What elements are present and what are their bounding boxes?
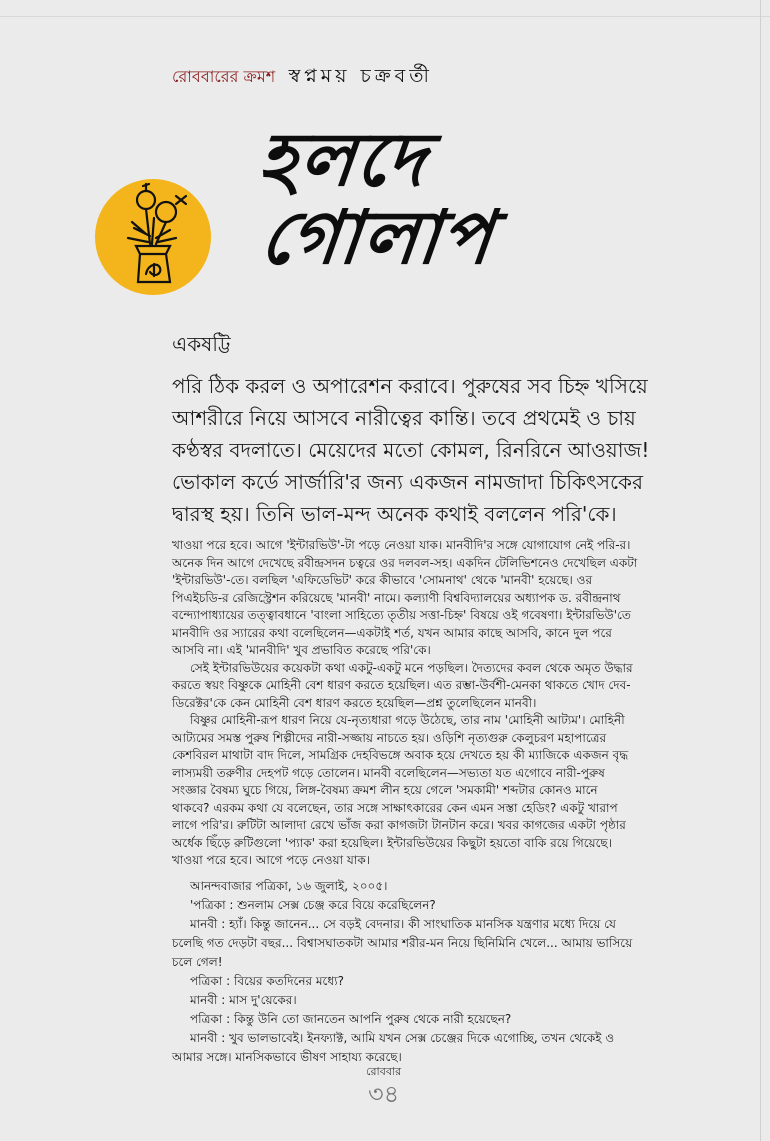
body-line: পিএইচডি-র রেজিস্ট্রেশন করিয়েছে 'মানবী' নামে। কল্যাণী বিশ্ববিদ্যালয়ের অধ্যাপক ড. রবীন্দ্রনাথ (172, 590, 621, 605)
byline (172, 62, 433, 94)
body-line: সেই ইন্টারভিউয়ের কয়েকটা কথা একটু-একটু মনে পড়ছিল। দৈত্যদের কবল থেকে অমৃত উদ্ধার (190, 660, 633, 675)
interview-excerpt (172, 877, 752, 1067)
body-line: লাস্যময়ী তরুণীর দেহপট গড়ে তোলেন। মানবী বলেছিলেন—সভ্যতা যত এগোবে নারী-পুরুষ (172, 765, 605, 780)
body-line: আট্যমের সমস্ত পুরুষ শিল্পীদের নারী-সজ্জায় নাচতে হয়। ওড়িশি নৃত্যগুরু কেলুচরণ মহাপাত্রের (172, 730, 607, 745)
body-text (172, 537, 752, 870)
quote-line: পত্রিকা : কিন্তু উনি তো জানতেন আপনি পুরুষ থেকে নারী হয়েছেন? (190, 1012, 512, 1026)
title-line-2: গোলাপ (256, 195, 498, 281)
quote-line: মানবী : হ্যাঁ। কিন্তু জানেন... সে বড়ই বেদনার। কী সাংঘাতিক মানসিক যন্ত্রণার মধ্যে দিয়ে যে (190, 917, 616, 931)
body-line: থাকবে? এরকম কথা যে বলেছেন, তার সঙ্গে সাক্ষাৎকারের কেন এমন সস্তা হেডিং? একটু খারাপ (172, 800, 618, 815)
body-line: খাওয়া পরে হবে। আগে 'ইন্টারভিউ'-টা পড়ে নেওয়া যাক। মানবীদি'র সঙ্গে যোগাযোগ নেই পরি-র। (172, 538, 631, 552)
body-line: 'ইন্টারভিউ'-তে। বলছিল 'এফিডেভিট' করে কীভাবে 'সোমনাথ' থেকে 'মানবী' হয়েছে। ওর (172, 573, 593, 587)
quote-line: চলেছি গত দেড়টা বছর... বিশ্বাসঘাতকটা আমার শরীর-মন নিয়ে ছিনিমিনি খেলে... আমায় ভাসিয়ে (172, 936, 633, 950)
body-line: মানবীদি ওর স্যারের কথা বলেছিলেন—একটাই শর্ত, যখন আমার কাছে আসবি, কানে দুল পরে (172, 625, 612, 640)
lead-line: দ্বারস্থ হয়। তিনি ভাল-মন্দ অনেক কথাই বললেন পরি'কে। (172, 502, 617, 526)
body-line: লাগে পরি'র। রুটিটা আলাদা রেখে ভাঁজ করা কাগজটা টানটান করে। খবর কাগজের একটা পৃষ্ঠার (172, 818, 626, 832)
body-line: কেশবিরল মাথাটা বাদ দিলে, সামগ্রিক দেহবিভঙ্গে অবাক হয়ে দেখতে হয় কী ম্যাজিকে একজন বৃদ্ধ (172, 748, 629, 762)
chapter-number: একষট্টি (172, 332, 231, 356)
right-rule (760, 0, 761, 1141)
body-line: বন্দ্যোপাধ্যায়ের তত্ত্বাবধানে 'বাংলা সাহিত্যে তৃতীয় সত্তা-চিহ্ন' বিষয়ে ওই গবেষণা। ইন্টারভিউ'তে (172, 608, 631, 622)
series-label: রোববারের ক্রমশ (172, 67, 276, 86)
magazine-name: রোববার (366, 1065, 402, 1078)
quote-line: আনন্দবাজার পত্রিকা, ১৬ জুলাই, ২০০৫। (190, 879, 388, 893)
body-line: ডিরেক্টর'কে কেন মোহিনী বেশ ধারণ করতে হয়েছিল—প্রশ্ন তুলেছিলেন মানবী। (172, 695, 537, 710)
body-line: খাওয়া পরে হবে। আগে পড়ে নেওয়া যাক। (172, 853, 371, 867)
page-number: ৩৪ (368, 1080, 400, 1108)
lead-line: ভোকাল কর্ডে সার্জারি'র জন্য একজন নামজাদা চিকিৎসকের (172, 470, 644, 494)
body-line: আসবি না। এই 'মানবীদি' খুব প্রভাবিত করেছে পরি'কে। (172, 643, 431, 657)
body-line: বিষ্ণুর মোহিনী-রূপ ধারণ নিয়ে যে-নৃত্যধারা গড়ে উঠেছে, তার নাম 'মোহিনী আট্যম'। মোহিনী (190, 713, 625, 727)
body-line: অর্ধেক ছিঁড়ে রুটিগুলো 'প্যাক' করা হয়েছিল। ইন্টারভিউয়ের কিছুটা হয়তো বাকি রয়ে গিয়েছে। (172, 835, 612, 850)
lead-line: আশরীরে নিয়ে আসবে নারীত্বের কান্তি। তবে প্রথমেই ও চায় (172, 406, 636, 430)
quote-line: 'পত্রিকা : শুনলাম সেক্স চেঞ্জ করে বিয়ে করেছিলেন? (190, 898, 436, 912)
body-line: অনেক দিন আগে দেখেছে রবীন্দ্রসদন চত্বরে ওর দলবল-সহ। একদিন টেলিভিশনেও দেখেছিল একটা (172, 555, 638, 570)
title-line-1: হলদে (254, 117, 432, 203)
lead-line: পরি ঠিক করল ও অপারেশন করাবে। পুরুষের সব চিহ্ন খসিয়ে (172, 374, 648, 398)
author-name: স্বপ্নময় চক্রবর্তী (288, 65, 433, 87)
top-rule (0, 16, 770, 17)
potted-rose-icon (94, 178, 212, 296)
lead-line: কণ্ঠস্বর বদলাতে। মেয়েদের মতো কোমল, রিনরিনে আওয়াজ! (172, 438, 650, 462)
quote-line: পত্রিকা : বিয়ের কতদিনের মধ্যে? (190, 974, 344, 988)
lead-paragraph (172, 370, 752, 530)
quote-line: আমার সঙ্গে। মানসিকভাবে ভীষণ সাহায্য করেছে। (172, 1050, 402, 1064)
quote-line: মানবী : মাস দু'য়েকের। (190, 993, 297, 1007)
quote-line: মানবী : খুব ভালভাবেই। ইনফ্যাক্ট, আমি যখন সেক্স চেঞ্জের দিকে এগোচ্ছি, তখন থেকেই ও (190, 1031, 615, 1045)
body-line: করতে স্বয়ং বিষ্ণুকে মোহিনী বেশ ধারণ করতে হয়েছিল। এত রম্ভা-উর্বশী-মেনকা থাকতে খোদ দেব- (172, 678, 631, 692)
body-line: সংজ্ঞার বৈষম্য ঘুচে গিয়ে, লিঙ্গ-বৈষম্য ক্রমশ লীন হয়ে গেলে 'সমকামী' শব্দটার কোনও মানে (172, 783, 598, 797)
quote-line: চলে গেল! (172, 955, 223, 969)
